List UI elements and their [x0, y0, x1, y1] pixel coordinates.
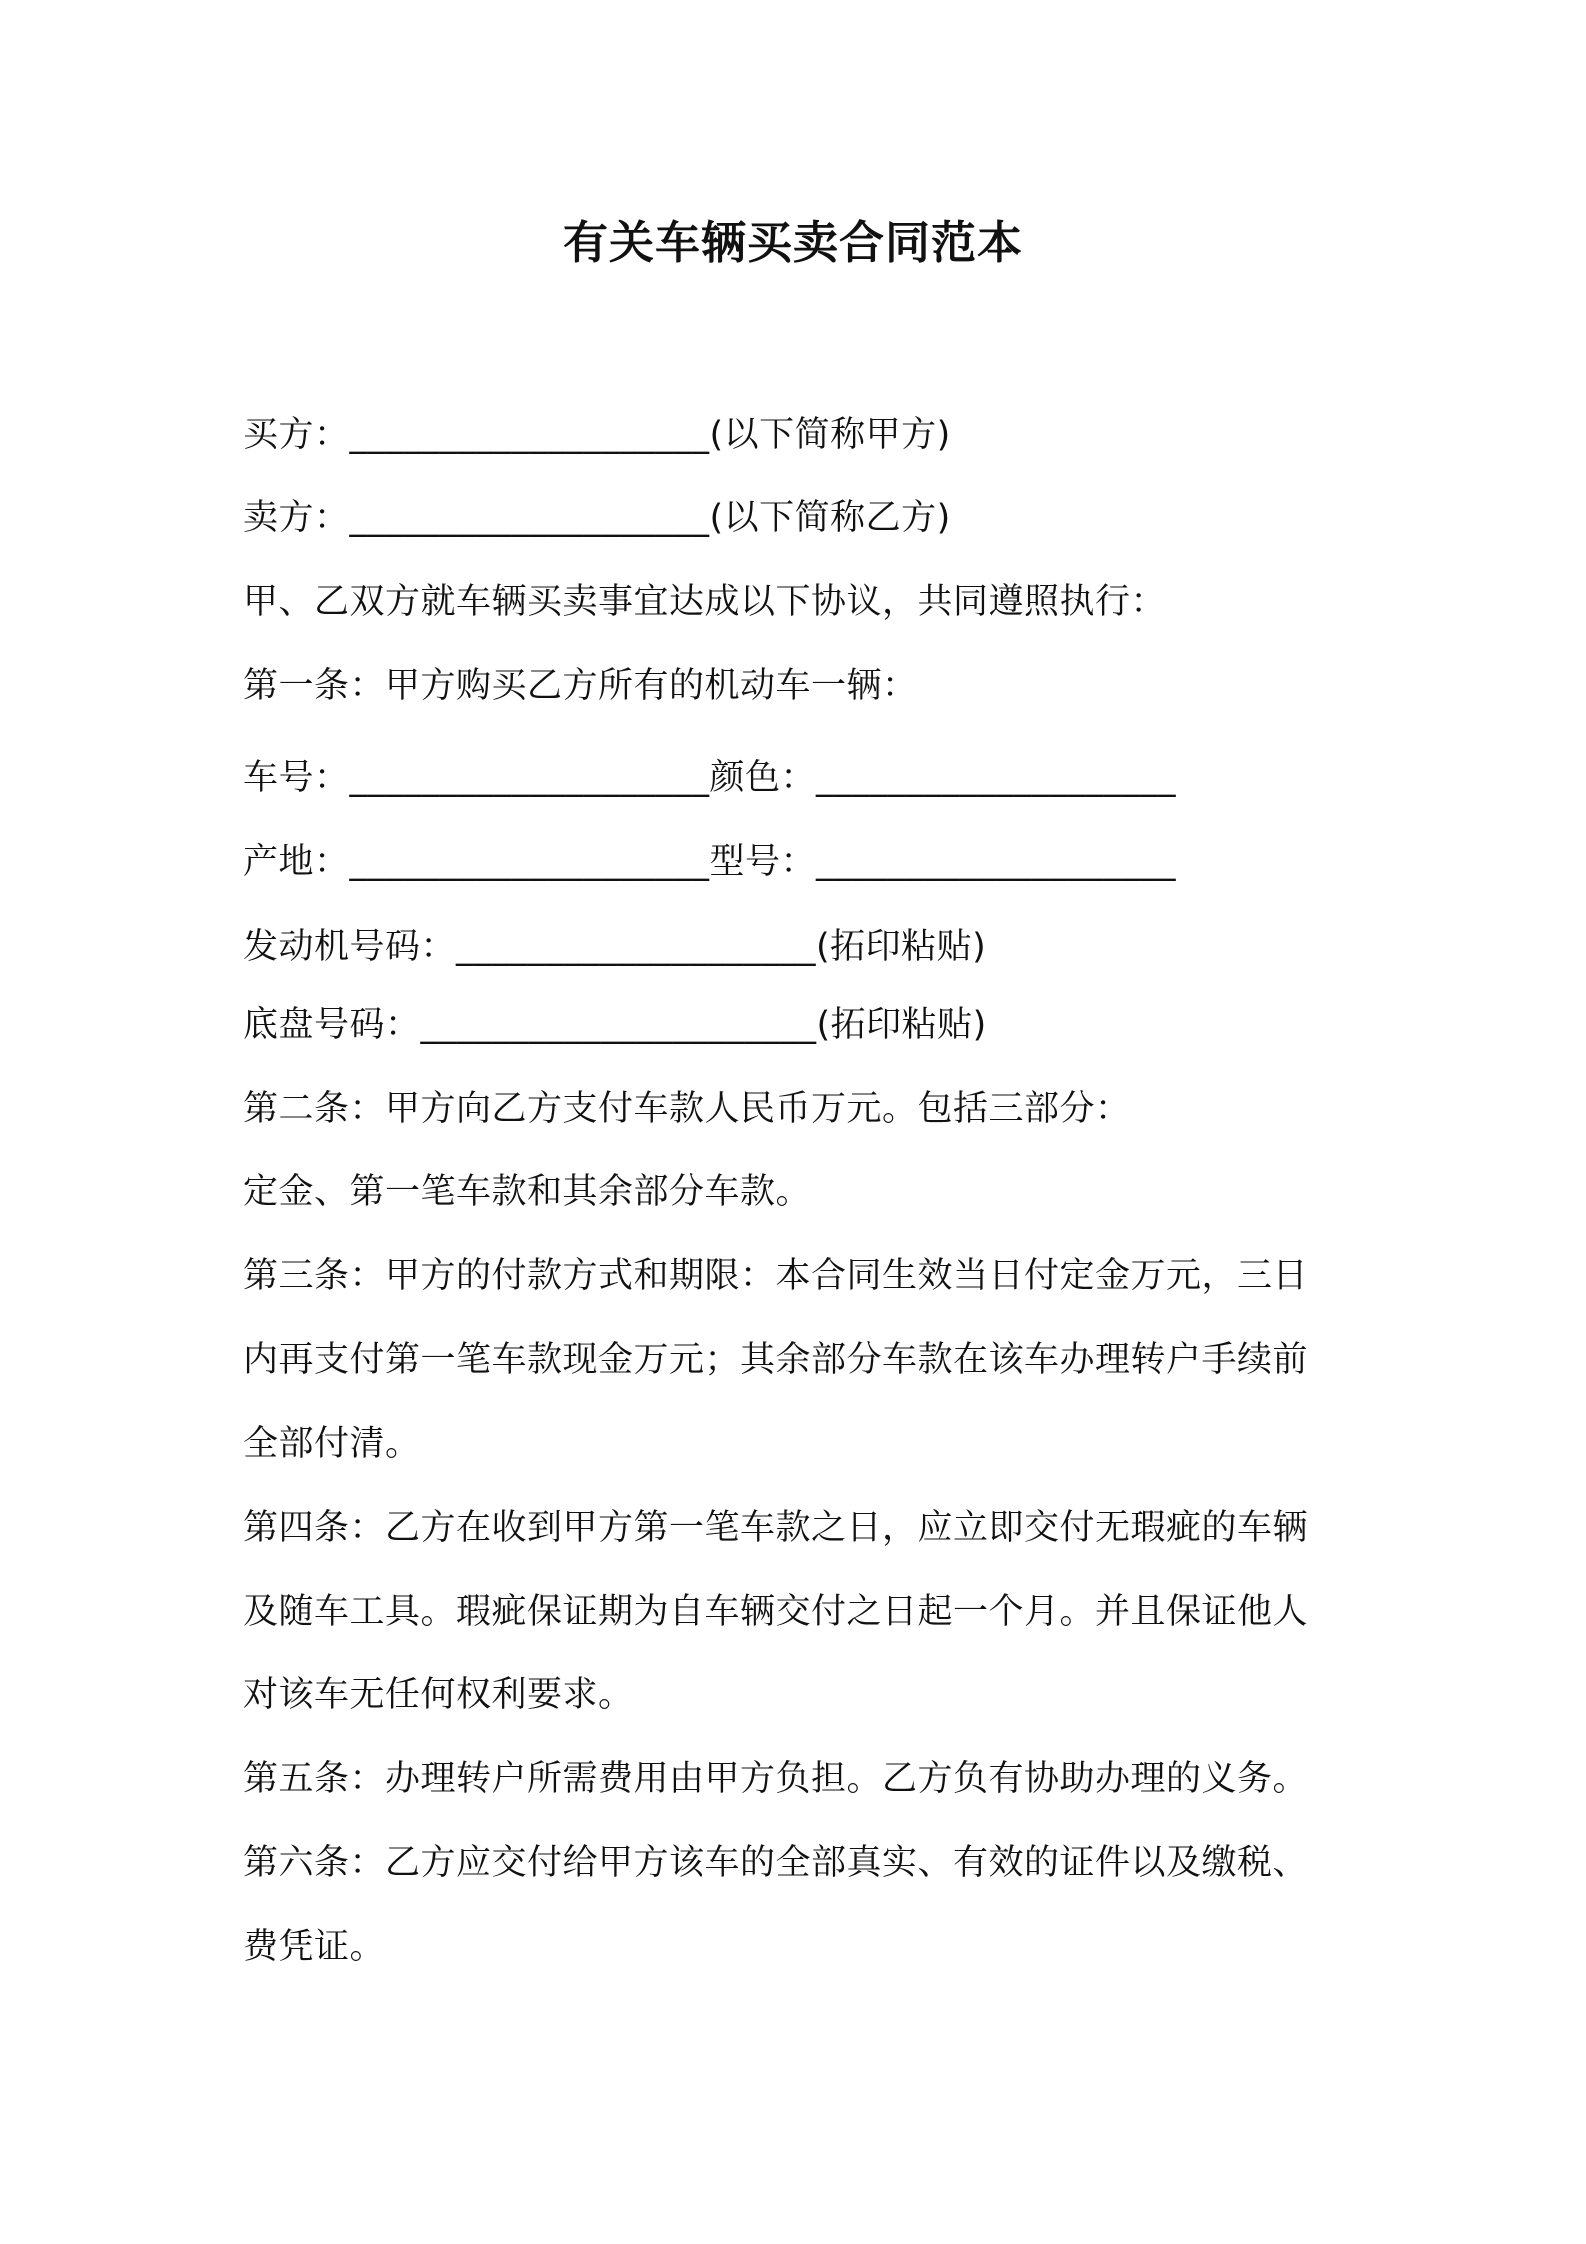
buyer-line: 买方：____________________(以下简称甲方)	[243, 415, 951, 455]
article-6-cont: 费凭证。	[243, 1927, 386, 1967]
article-2-cont: 定金、第一笔车款和其余部分车款。	[243, 1172, 812, 1212]
seller-line: 卖方：____________________(以下简称乙方)	[243, 498, 951, 538]
article-4-cont-1: 及随车工具。瑕疵保证期为自车辆交付之日起一个月。并且保证他人	[243, 1592, 1309, 1632]
article-4-cont-2: 对该车无任何权利要求。	[243, 1675, 634, 1715]
article-2: 第二条：甲方向乙方支付车款人民币万元。包括三部分：	[243, 1089, 1131, 1129]
article-3: 第三条：甲方的付款方式和期限：本合同生效当日付定金万元，三日	[243, 1256, 1309, 1296]
article-6: 第六条：乙方应交付给甲方该车的全部真实、有效的证件以及缴税、	[243, 1843, 1309, 1883]
origin-model-line: 产地：____________________型号：____________________	[243, 842, 1177, 882]
article-5: 第五条：办理转户所需费用由甲方负担。乙方负有协助办理的义务。	[243, 1759, 1309, 1799]
article-1: 第一条：甲方购买乙方所有的机动车一辆：	[243, 666, 918, 706]
article-3-cont-1: 内再支付第一笔车款现金万元；其余部分车款在该车办理转户手续前	[243, 1340, 1309, 1380]
article-4: 第四条：乙方在收到甲方第一笔车款之日，应立即交付无瑕疵的车辆	[243, 1508, 1309, 1548]
chassis-number-line: 底盘号码：______________________(拓印粘贴)	[243, 1005, 987, 1045]
engine-number-line: 发动机号码：____________________(拓印粘贴)	[243, 927, 987, 967]
article-3-cont-2: 全部付清。	[243, 1424, 421, 1464]
document-title: 有关车辆买卖合同范本	[562, 216, 1023, 269]
plate-color-line: 车号：____________________颜色：____________________	[243, 758, 1177, 798]
agreement-intro: 甲、乙双方就车辆买卖事宜达成以下协议，共同遵照执行：	[243, 582, 1167, 622]
